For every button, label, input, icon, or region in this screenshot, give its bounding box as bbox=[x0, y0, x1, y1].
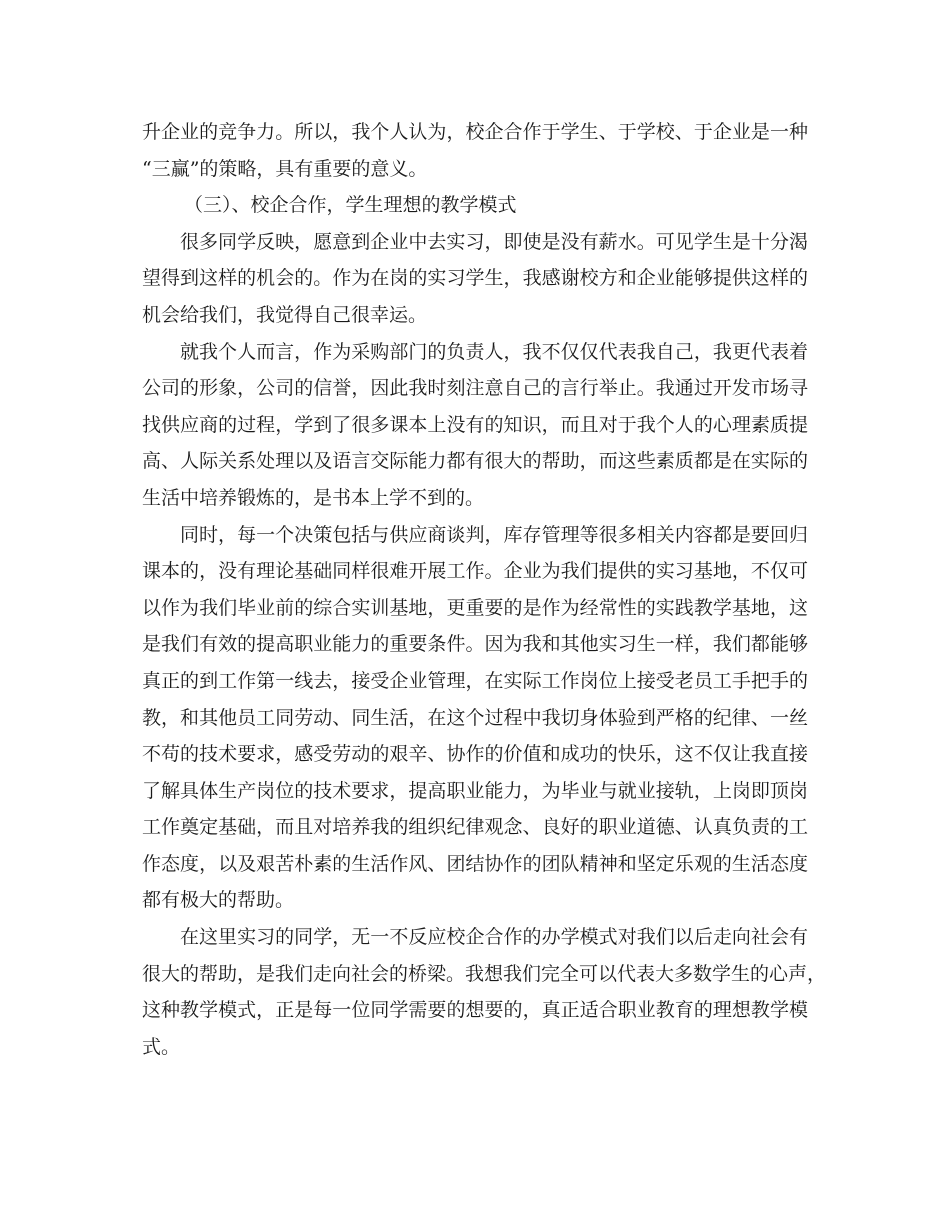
section-heading-text: （三）、校企合作，学生理想的教学模式 bbox=[184, 194, 517, 217]
text-line bbox=[142, 736, 808, 773]
text-line bbox=[142, 407, 808, 444]
paragraph-first-line bbox=[142, 919, 808, 956]
text-line bbox=[142, 480, 808, 517]
text-line bbox=[142, 992, 808, 1029]
document-page bbox=[142, 114, 827, 1065]
line-text: 教，和其他员工同劳动、同生活，在这个过程中我切身体验到严格的纪律、一丝 bbox=[142, 706, 808, 729]
line-text: 都有极大的帮助。 bbox=[142, 889, 295, 912]
text-line bbox=[142, 956, 827, 993]
text-line bbox=[142, 114, 808, 151]
text-line bbox=[142, 443, 808, 480]
line-text: 在这里实习的同学，无一不反应校企合作的办学模式对我们以后走向社会有 bbox=[180, 926, 808, 949]
text-line bbox=[142, 663, 808, 700]
text-line bbox=[142, 297, 808, 334]
text-line bbox=[142, 700, 808, 737]
text-line bbox=[142, 151, 808, 188]
line-text: 工作奠定基础，而且对培养我的组织纪律观念、良好的职业道德、认真负责的工 bbox=[142, 816, 808, 839]
text-line bbox=[142, 260, 808, 297]
line-text: 课本的，没有理论基础同样很难开展工作。企业为我们提供的实习基地，不仅可 bbox=[142, 560, 808, 583]
paragraph-first-line bbox=[142, 224, 808, 261]
line-text: 公司的形象，公司的信誉，因此我时刻注意自己的言行举止。我通过开发市场寻 bbox=[142, 377, 808, 400]
line-text: 真正的到工作第一线去，接受企业管理，在实际工作岗位上接受老员工手把手的 bbox=[142, 669, 808, 692]
line-text: 找供应商的过程，学到了很多课本上没有的知识，而且对于我个人的心理素质提 bbox=[142, 413, 808, 436]
line-text: 很大的帮助，是我们走向社会的桥梁。我想我们完全可以代表大多数学生的心声， bbox=[142, 962, 827, 985]
line-text: 不苟的技术要求，感受劳动的艰辛、协作的价值和成功的快乐，这不仅让我直接 bbox=[142, 743, 808, 766]
line-text: 同时，每一个决策包括与供应商谈判，库存管理等很多相关内容都是要回归 bbox=[180, 523, 808, 546]
line-text: 是我们有效的提高职业能力的重要条件。因为我和其他实习生一样，我们都能够 bbox=[142, 633, 808, 656]
text-line bbox=[142, 553, 808, 590]
paragraph-first-line bbox=[142, 334, 808, 371]
line-text: 这种教学模式，正是每一位同学需要的想要的，真正适合职业教育的理想教学模 bbox=[142, 999, 808, 1022]
text-line bbox=[142, 882, 808, 919]
text-line bbox=[142, 1029, 808, 1066]
paragraph-first-line bbox=[142, 517, 808, 554]
line-text: 以作为我们毕业前的综合实训基地，更重要的是作为经常性的实践教学基地，这 bbox=[142, 596, 808, 619]
line-text: 望得到这样的机会的。作为在岗的实习学生，我感谢校方和企业能够提供这样的 bbox=[142, 267, 808, 290]
text-line bbox=[142, 846, 808, 883]
line-text: 机会给我们，我觉得自己很幸运。 bbox=[142, 303, 428, 326]
text-line bbox=[142, 590, 808, 627]
section-heading bbox=[142, 187, 808, 224]
line-text: 作态度，以及艰苦朴素的生活作风、团结协作的团队精神和坚定乐观的生活态度 bbox=[142, 852, 808, 875]
text-line bbox=[142, 370, 808, 407]
line-text: 式。 bbox=[142, 1035, 181, 1058]
line-text: 生活中培养锻炼的，是书本上学不到的。 bbox=[142, 486, 485, 509]
line-text: 很多同学反映，愿意到企业中去实习，即使是没有薪水。可见学生是十分渴 bbox=[180, 230, 808, 253]
text-line bbox=[142, 773, 808, 810]
text-line bbox=[142, 809, 808, 846]
line-text: “三赢”的策略，具有重要的意义。 bbox=[142, 157, 428, 180]
text-line bbox=[142, 626, 808, 663]
line-text: 就我个人而言，作为采购部门的负责人，我不仅仅代表我自己，我更代表着 bbox=[180, 340, 808, 363]
line-text: 了解具体生产岗位的技术要求，提高职业能力，为毕业与就业接轨，上岗即顶岗 bbox=[142, 779, 808, 802]
line-text: 高、人际关系处理以及语言交际能力都有很大的帮助，而这些素质都是在实际的 bbox=[142, 450, 808, 473]
line-text: 升企业的竞争力。所以，我个人认为，校企合作于学生、于学校、于企业是一种 bbox=[142, 121, 808, 143]
